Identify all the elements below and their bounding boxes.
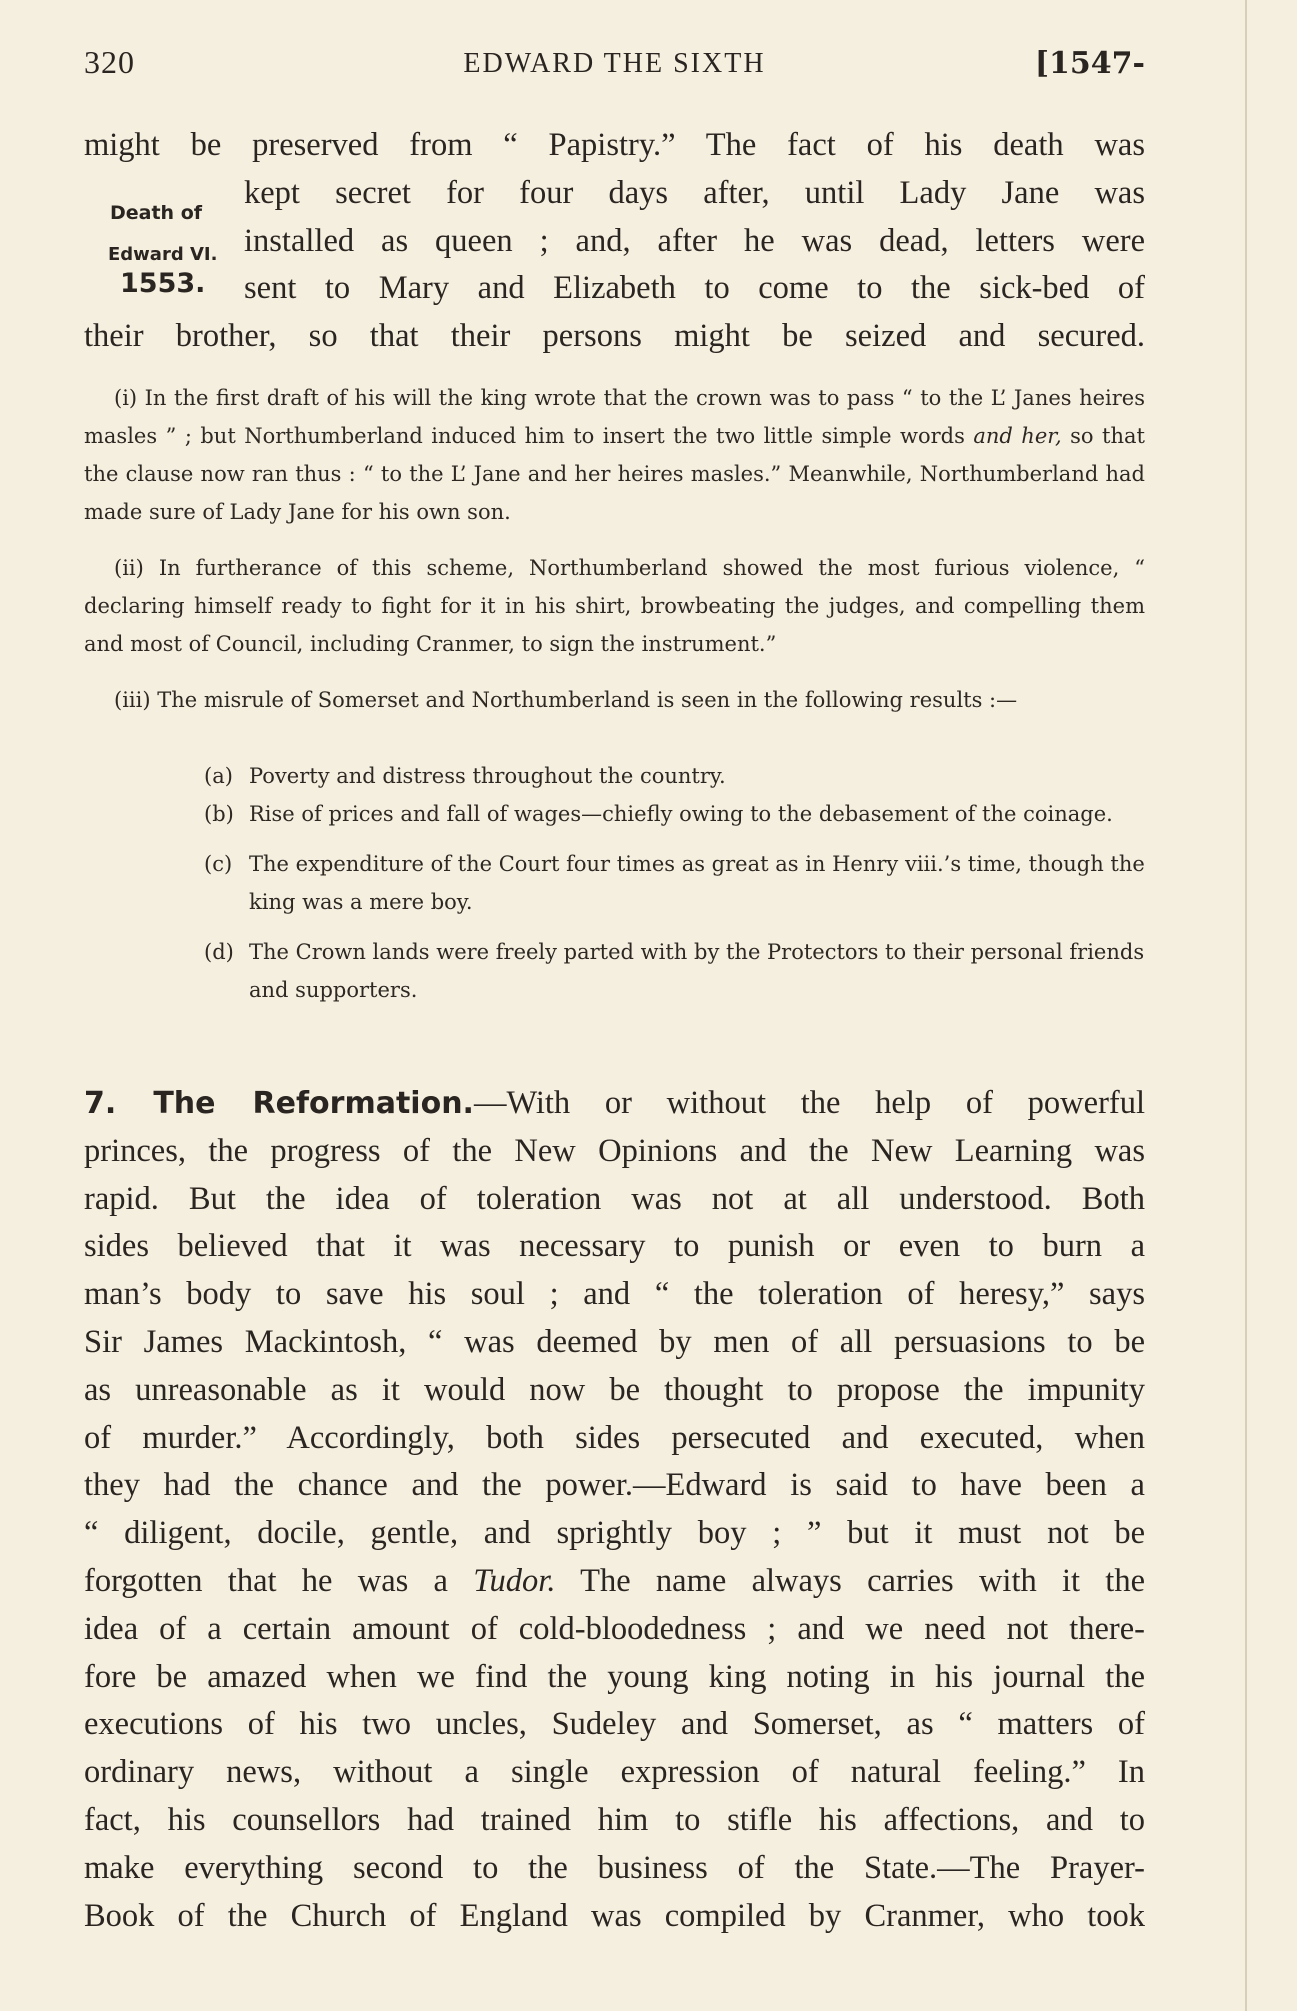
text-line: of murder.” Accordingly, both sides persecuted and executed, when [84,1419,1145,1456]
text-line: installed as queen ; and, after he was dead, letters were [244,222,1145,259]
list-item-text: Poverty and distress throughout the country. [249,764,726,788]
text-line: princes, the progress of the New Opinions and the New Learning was [84,1132,1145,1169]
italic-word: Tudor. [473,1562,556,1599]
text-line: man’s body to save his soul ; and “ the toleration of heresy,” says [84,1276,1145,1313]
text-line: executions of his two uncles, Sudeley and Somerset, as “ matters of [84,1706,1145,1743]
text-line: fore be amazed when we find the young king noting in his journal the [84,1658,1145,1695]
text-line: sent to Mary and Elizabeth to come to the sick-bed of [244,270,1145,307]
list-item [204,757,1145,795]
page-edge-line [1245,0,1247,2011]
list-item [204,845,1145,921]
text-line: Book of the Church of England was compiled by Cranmer, who took [84,1897,1145,1934]
list-item-label: (b) [204,802,234,826]
section-line-text: forgotten that he was a [84,1562,448,1599]
margin-note-line-3: 1553. [120,268,206,299]
opening-paragraph [84,122,1145,361]
text-line: they had the chance and the power.—Edward is said to have been a [84,1467,1145,1504]
section-line-text: —With or without the help of powerful [473,1085,1145,1121]
list-item-label: (a) [204,764,233,788]
section-reformation [84,1080,1145,1940]
note-2-text: (ii) In furtherance of this scheme, Northumberland showed the most furious violence, “ declaring himself ready to fight for it in his shirt, browbeating the judges, and compelling them and most of Council, including Cranmer, to sign the instrument.” [84,556,1145,656]
list-item [204,795,1145,833]
text-line: ordinary news, without a single expression of natural feeling.” In [84,1754,1145,1791]
section-line-text: The name always carries with it the [580,1562,1146,1599]
text-line: kept secret for four days after, until Lady Jane was [244,174,1145,211]
page-number: 320 [84,44,135,80]
note-2 [84,549,1145,663]
note-1 [84,379,1145,531]
note-3-list [204,757,1145,1009]
note-1-italic: and her, [973,424,1062,448]
note-1-end: so that the clause now ran thus : “ to the L’ Jane and her heires masles.” Meanwhile, Northumberland had made sure of Lady Jane for his own son. [84,424,1145,524]
text-line: idea of a certain amount of cold-bloodedness ; and we need not there- [84,1610,1145,1647]
list-item-label: (c) [204,852,233,876]
margin-note-line-2: Edward VI. [108,244,218,265]
section-heading: 7. The Reformation. [84,1086,474,1121]
list-item [204,933,1145,1009]
text-line: Sir James Mackintosh, “ was deemed by men of all persuasions to be [84,1323,1145,1360]
margin-note-line-1: Death of [110,202,203,224]
text-line: fact, his counsellors had trained him to stifle his affections, and to [84,1801,1145,1838]
list-item-text: Rise of prices and fall of wages—chiefly owing to the debasement of the coinage. [249,802,1113,826]
text-line [84,1558,1145,1606]
list-item-text: The expenditure of the Court four times as great as in Henry viii.’s time, though the king was a mere boy. [249,852,1145,914]
note-3-text: (iii) The misrule of Somerset and Northumberland is seen in the following results :— [114,688,1018,712]
text-line [84,1080,1145,1128]
text-line: rapid. But the idea of toleration was not at all understood. Both [84,1180,1145,1217]
running-title: EDWARD THE SIXTH [463,48,766,79]
text-line: as unreasonable as it would now be thought to propose the impunity [84,1371,1145,1408]
note-3 [84,681,1145,719]
text-line: sides believed that it was necessary to punish or even to burn a [84,1228,1145,1265]
year-marker: [1547- [1034,46,1145,81]
text-line: make everything second to the business of the State.—The Prayer- [84,1849,1145,1886]
note-1-text: (i) In the first draft of his will the king wrote that the crown was to pass “ to the L’ Janes heires masles ” ; but Northumberland induced him to insert the two little simple words [84,386,1145,448]
text-line: their brother, so that their persons might be seized and secured. [84,318,1145,355]
list-item-text: The Crown lands were freely parted with by the Protectors to their personal friends and supporters. [249,940,1145,1002]
text-line: might be preserved from “ Papistry.” The fact of his death was [84,127,1145,163]
list-item-label: (d) [204,940,234,964]
running-header [84,44,1145,84]
text-line: “ diligent, docile, gentle, and sprightly boy ; ” but it must not be [84,1515,1145,1552]
